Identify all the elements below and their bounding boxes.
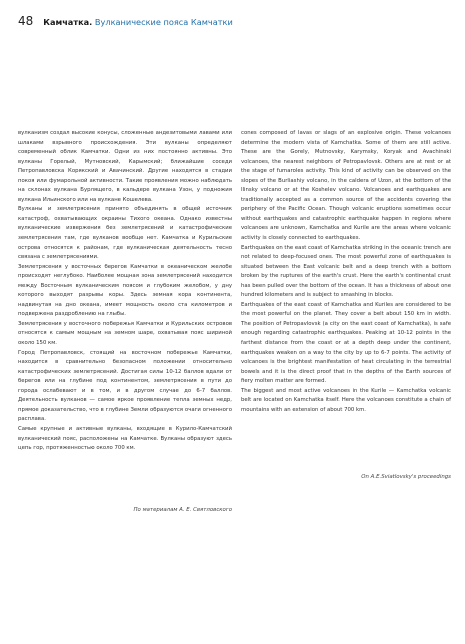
ru-paragraph: Землетрясения у восточных берегов Камчатки в океаническом желобе происходят неглубоко. Наиболее мощная зона землетрясений находится между Восточным вулканическим поясом и глубоким желобом, у дну которого выходят разрывы коры. Здесь земная кора континента, надвинутая на дно океана, имеет мощность около ста километров и подвержена раздроблению на глыбы. bbox=[18, 263, 232, 318]
page-header bbox=[18, 14, 233, 28]
ru-paragraph: Город Петропавловск, стоящий на восточном побережье Камчатки, находится в сравнительно безопасном положении относительно катастрофических землетрясений. Достигая силы 10-12 баллов вдали от берегов или на глубине под континентом, землетрясения в пути до города ослабевают и в том, и в другом случае до 6-7 баллов. Деятельность вулканов — самое яркое проявление тепла земных недр, прямое доказательство, что в глубине Земли образуются очаги огненного расплава. bbox=[18, 349, 232, 423]
running-head-bold: Камчатка. bbox=[43, 17, 93, 27]
en-paragraph: Earthquakes of the east coast of Kamchatka and Kuriles are considered to be the most powerful on the planet. They cover a belt about 150 km in width. The position of Petropavlovsk (a city on the east coast of Kamchatka), is safe enough regarding catastrophic earthquakes. Peaking at 10-12 points in the farthest distance from the coast or at a depth deep under the continent, earthquakes weaken on a way to the city by up to 6-7 points. The activity of volcanoes is the brightest manifestation of heat circulating in the terrestrial bowels and it is the direct proof that in the depths of the Earth sources of fiery molten matter are formed. bbox=[241, 301, 451, 385]
ru-paragraph: Вулканы и землетрясения принято объединять в общей источник катастроф, охватывающих окраины Тихого океана. Однако известны вулканические извержения без землетрясений и катастрофические землетрясения там, где вулканов вообще нет. Камчатка и Курильские острова относятся к районам, где вулканическая деятельность тесно связана с землетрясениями. bbox=[18, 206, 232, 261]
russian-credit: По материалам А. Е. Святловского bbox=[133, 507, 232, 513]
ru-paragraph: Самые крупные и активные вулканы, входящие в Курило-Камчатский вулканический пояс, расположены на Камчатке. Вулканы образуют здесь цепь гор, протяженностью около 700 км. bbox=[18, 425, 232, 452]
running-head bbox=[43, 17, 233, 27]
en-paragraph: The biggest and most active volcanoes in the Kurile — Kamchatka volcanic belt are located on Kamchatka itself. Here the volcanoes constitute a chain of mountains with an extension of about 700 km. bbox=[241, 387, 451, 413]
running-head-rest: Вулканические пояса Камчатки bbox=[92, 17, 233, 27]
ru-paragraph: вулканизм создал высокие конусы, сложенные андезитовыми лавами или шлаками взрывного происхождения. Эти вулканы определяют современный облик Камчатки. Одни из них постоянно активны. Это вулканы Горелый, Мутновский, Карымский; ближайшие соседи Петропавловска Корякский и Авачинский. Другие находятся в стадии покоя или фумарольной активности. Такие проявления можно наблюдать на склонах вулкана Бурлящего, в кальдере вулкана Узон, у подножия вулкана Ильинского или на вулкане Кошелева. bbox=[18, 130, 232, 203]
ru-paragraph: Землетрясения у восточного побережья Камчатки и Курильских островов относятся к самым мощным на земном шаре, охватывая пояс шириной около 150 км. bbox=[18, 320, 232, 347]
russian-text-column bbox=[18, 129, 232, 454]
english-text-column bbox=[241, 129, 451, 415]
page-number: 48 bbox=[18, 14, 34, 28]
en-paragraph: cones composed of lavas or slags of an explosive origin. These volcanoes determine the modern vista of Kamchatka. Some of them are still active. These are the Gorely, Mutnovsky, Karymsky, Koryak and Avachinski volcanoes, the nearest neighbors of Petropavlovsk. Others are at rest or at the stage of fumaroles activity. This kind of activity can be observed on the slopes of the Burliashiy volcano, in the caldera of Uzon, at the bottom of the Ilinsky volcano or at the Koshelev volcano. Volcanoes and earthquakes are traditionally accepted as a common source of the accidents covering the periphery of the Pacific Ocean. Though volcanic eruptions sometimes occur without earthquakes and catastrophic earthquake happen in regions where volcanoes are unknown, Kamchatka and Kurile are the areas where volcanic activity is closely connected to earthquakes. bbox=[241, 130, 451, 242]
en-paragraph: Earthquakes on the east coast of Kamchatka striking in the oceanic trench are not related to deep-focused ones. The most powerful zone of earthquakes is situated between the East volcanic belt and a deep trench with a bottom broken by the ruptures of the earth's crust. Here the earth's continental crust has been pulled over the bottom of the ocean. It has a thickness of about one hundred kilometers and is subject to smashing in blocks. bbox=[241, 244, 451, 299]
english-credit: On A.E.Sviatlovsky's proceedings bbox=[361, 474, 451, 480]
